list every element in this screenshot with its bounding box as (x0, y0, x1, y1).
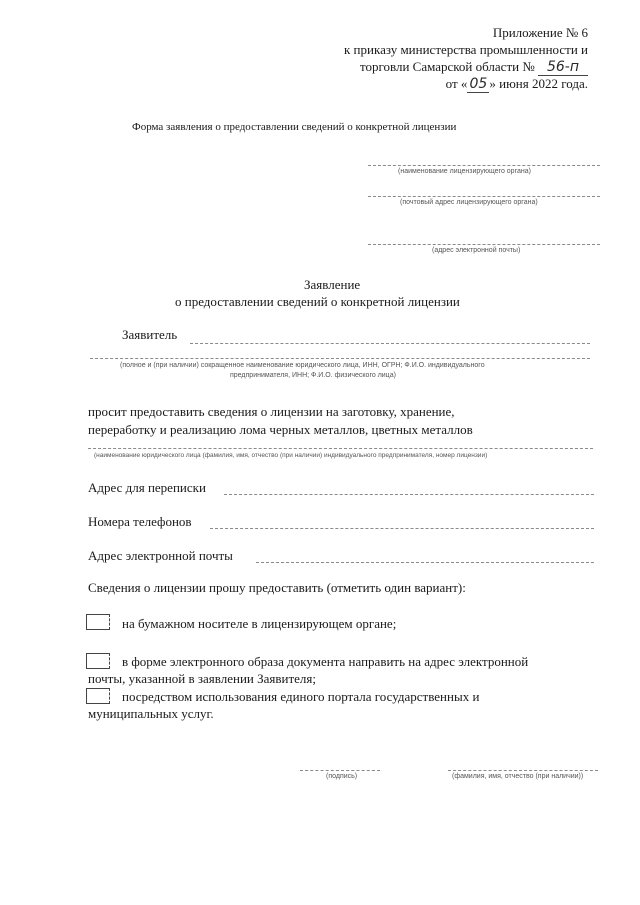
address-field-line[interactable] (224, 494, 594, 495)
email-field-line[interactable] (256, 562, 594, 563)
option-email-label-1: в форме электронного образа документа направить на адрес электронной (122, 654, 529, 669)
header-date (446, 76, 588, 93)
option-email-checkbox[interactable] (86, 653, 110, 669)
form-title: Форма заявления о предоставлении сведений о конкретной лицензии (132, 121, 457, 133)
signer-name-line[interactable] (448, 770, 598, 771)
request-caption: (наименование юридического лица (фамилия, имя, отчество (при наличии) индивидуального предпринимателя, номер лицензии) (94, 452, 488, 459)
signature-caption: (подпись) (326, 773, 358, 780)
address-label: Адрес для переписки (88, 480, 206, 495)
signature-line[interactable] (300, 770, 380, 771)
header-date-suffix: » июня 2022 года. (489, 76, 588, 91)
recipient-line-1 (368, 165, 600, 166)
option-portal-label-1: посредством использования единого портала государственных и (122, 689, 480, 704)
order-number-handwritten: 56-п (538, 59, 588, 76)
option-email-label-2: почты, указанной в заявлении Заявителя; (88, 671, 316, 686)
request-line-1: просит предоставить сведения о лицензии на заготовку, хранение, (88, 404, 455, 419)
applicant-line-2[interactable] (90, 358, 590, 359)
applicant-caption-2: предпринимателя, ИНН; Ф.И.О. физического лица) (230, 372, 396, 379)
recipient-caption-1: (наименование лицензирующего органа) (398, 168, 531, 175)
email-label: Адрес электронной почты (88, 548, 233, 563)
option-paper-label: на бумажном носителе в лицензирующем органе; (122, 616, 397, 631)
request-line-underline[interactable] (88, 448, 593, 449)
signer-name-caption: (фамилия, имя, отчество (при наличии)) (452, 773, 584, 780)
header-ministry-text: торговли Самарской области № (359, 59, 535, 74)
header-ministry (360, 59, 588, 76)
request-line-2: переработку и реализацию лома черных металлов, цветных металлов (88, 422, 473, 437)
phones-label: Номера телефонов (88, 514, 192, 529)
header-appendix: Приложение № 6 (492, 25, 588, 40)
applicant-line-1[interactable] (190, 343, 590, 344)
recipient-caption-3: (адрес электронной почты) (432, 247, 521, 254)
applicant-label: Заявитель (122, 327, 178, 342)
header-order-ref: к приказу министерства промышленности и (343, 42, 588, 57)
recipient-line-3 (368, 244, 600, 245)
applicant-caption-1: (полное и (при наличии) сокращенное наименование юридического лица, ИНН, ОГРН; Ф.И.О. индивидуального (120, 362, 485, 369)
recipient-caption-2: (почтовый адрес лицензирующего органа) (400, 199, 538, 206)
recipient-line-2 (368, 196, 600, 197)
day-handwritten: 05 (467, 76, 489, 93)
option-portal-checkbox[interactable] (86, 688, 110, 704)
option-portal-label-2: муниципальных услуг. (88, 706, 214, 721)
phones-field-line[interactable] (210, 528, 594, 529)
option-paper-checkbox[interactable] (86, 614, 110, 630)
options-intro: Сведения о лицензии прошу предоставить (отметить один вариант): (88, 580, 466, 595)
doc-title: Заявление (304, 277, 361, 292)
doc-subtitle: о предоставлении сведений о конкретной лицензии (175, 294, 460, 309)
header-date-prefix: от « (445, 76, 468, 91)
